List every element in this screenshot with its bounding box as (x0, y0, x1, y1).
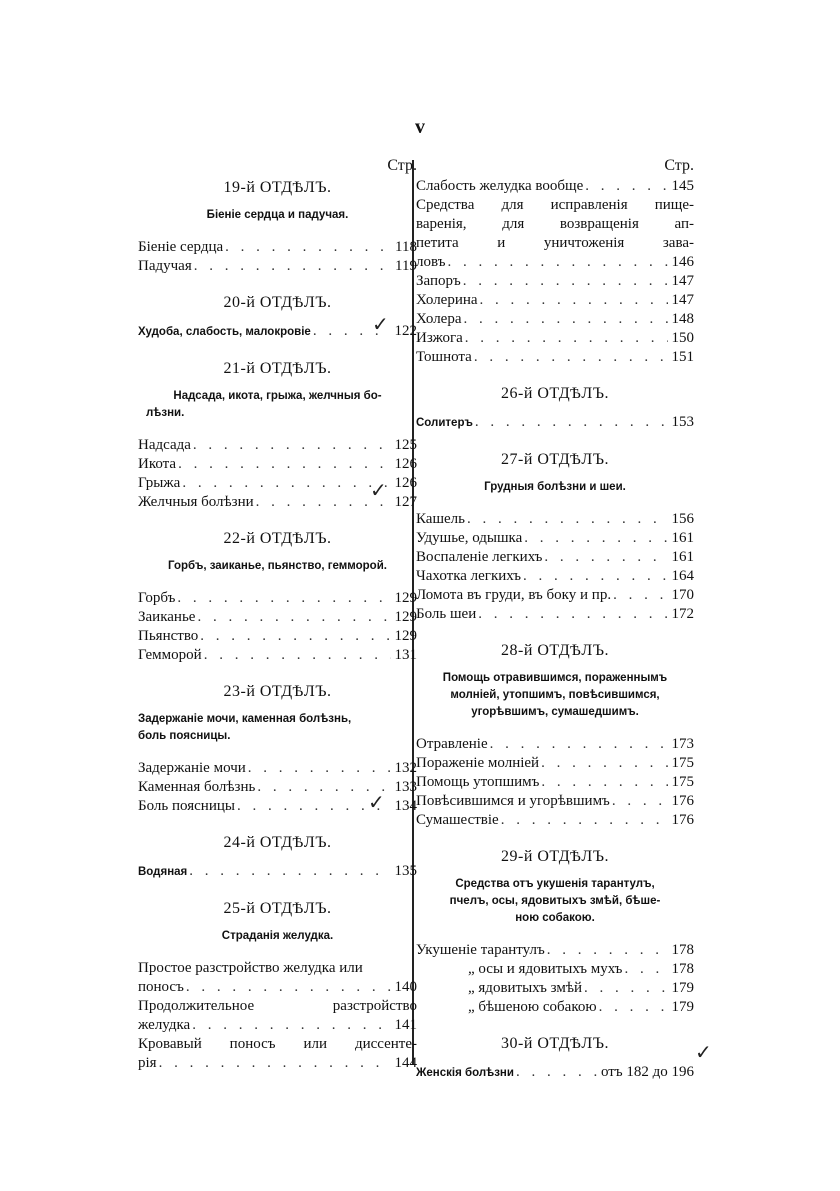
entry-page: 119 (395, 258, 417, 274)
leader-dots (464, 310, 669, 329)
entry-label: Гемморой (138, 647, 202, 663)
entry-page: 172 (671, 606, 694, 622)
entry-label-line: варенія, для возвращенія ап- (416, 216, 694, 232)
toc-entry[interactable] (416, 196, 694, 272)
subtitle-line: пчелъ, осы, ядовитыхъ змѣй, бѣше- (449, 895, 661, 907)
toc-entry[interactable] (138, 862, 417, 882)
toc-entry[interactable] (416, 586, 694, 605)
entry-page: 122 (394, 323, 417, 339)
toc-entry[interactable] (416, 177, 694, 196)
entry-label: Удушье, одышка (416, 530, 523, 546)
toc-entry[interactable] (138, 997, 417, 1035)
entry-page: 125 (394, 437, 417, 453)
subtitle-line: Средства отъ укушенія тарантулъ, (455, 878, 655, 890)
subtitle-line: Помощь отравившимся, пораженнымъ (442, 672, 668, 684)
check-mark-icon: ✓ (368, 790, 385, 814)
entry-page: 148 (671, 311, 694, 327)
leader-dots (612, 792, 668, 811)
leader-dots (463, 272, 668, 291)
entry-page: 145 (671, 178, 694, 194)
toc-entry[interactable] (416, 754, 694, 773)
entry-page: 170 (671, 587, 694, 603)
toc-entry[interactable] (416, 348, 694, 367)
leader-dots (186, 978, 391, 997)
section-subtitle: Біеніе сердца и падучая. (206, 209, 349, 221)
entry-page: 161 (671, 530, 694, 546)
entry-label: Холерина (416, 292, 478, 308)
entry-label: ловъ (416, 254, 446, 270)
entry-label: Тошнота (416, 349, 472, 365)
entry-page: 129 (394, 609, 417, 625)
subtitle-line: угорѣвшимъ, сумашедшимъ. (471, 706, 639, 718)
entry-page: 133 (394, 779, 417, 795)
entry-label: Худоба, слабость, малокровіе (138, 326, 311, 338)
toc-entry[interactable] (416, 735, 694, 754)
leader-dots (467, 510, 668, 529)
entry-label: Отравленіе (416, 736, 488, 752)
toc-entry[interactable] (138, 627, 417, 646)
entry-page: 134 (394, 798, 417, 814)
section-subtitle: Страданія желудка. (221, 930, 334, 942)
leader-dots (178, 455, 391, 474)
leader-dots (447, 253, 668, 272)
toc-entry[interactable] (138, 646, 417, 665)
entry-page: 176 (671, 812, 694, 828)
entry-page: 126 (394, 456, 417, 472)
entry-page: 175 (671, 755, 694, 771)
entry-label: Каменная болѣзнь (138, 779, 256, 795)
entry-page: 118 (395, 239, 417, 255)
leader-dots (478, 605, 668, 624)
entry-page: 144 (394, 1055, 417, 1071)
entry-label-line: Простое разстройство желудка или (138, 960, 363, 976)
entry-page-range: отъ 182 до 196 (601, 1064, 694, 1080)
toc-entry[interactable] (138, 1035, 417, 1073)
leader-dots (584, 979, 668, 998)
entry-page: 164 (671, 568, 694, 584)
leader-dots (204, 646, 391, 665)
check-mark-icon: ✓ (695, 1040, 712, 1064)
section-heading: 19-й ОТДѢЛЪ. (223, 179, 332, 196)
entry-label: Чахотка легкихъ (416, 568, 521, 584)
entry-label: Горбъ (138, 590, 176, 606)
entry-page: 151 (671, 349, 694, 365)
toc-entry[interactable] (416, 529, 694, 548)
leader-dots (182, 474, 391, 493)
leader-dots (189, 862, 391, 881)
entry-label: Боль поясницы (138, 798, 235, 814)
leader-dots (475, 413, 668, 432)
entry-page: 178 (671, 961, 694, 977)
entry-page: 127 (394, 494, 417, 510)
section-heading: 23-й ОТДѢЛЪ. (223, 683, 332, 700)
subtitle-line: ною собакою. (515, 912, 595, 924)
entry-page: 153 (671, 414, 694, 430)
subtitle-line: Задержаніе мочи, каменная болѣзнь, (138, 713, 352, 725)
entry-page: 132 (394, 760, 417, 776)
leader-dots (248, 759, 391, 778)
entry-label: рія (138, 1055, 157, 1071)
entry-label: Икота (138, 456, 177, 472)
section-heading: 20-й ОТДѢЛЪ. (223, 294, 332, 311)
leader-dots (480, 291, 668, 310)
entry-page: 150 (671, 330, 694, 346)
page-column-label: Стр. (664, 157, 694, 174)
entry-label-line: Кровавый поносъ или диссенте- (138, 1036, 417, 1052)
page-number: v (415, 116, 425, 138)
section-heading: 25-й ОТДѢЛЪ. (223, 900, 332, 917)
entry-page: 175 (671, 774, 694, 790)
toc-entry[interactable] (416, 960, 694, 979)
leader-dots (474, 348, 668, 367)
leader-dots (624, 960, 668, 979)
subtitle-line: Надсада, икота, грыжа, желчныя бо- (173, 390, 382, 402)
leader-dots (225, 238, 391, 257)
section-heading: 27-й ОТДѢЛЪ. (500, 451, 609, 468)
leader-dots (465, 329, 668, 348)
entry-page: 176 (671, 793, 694, 809)
toc-entry[interactable] (138, 436, 417, 455)
toc-entry[interactable] (416, 510, 694, 529)
section-heading: 30-й ОТДѢЛЪ. (500, 1035, 609, 1052)
toc-entry[interactable] (416, 792, 694, 811)
entry-page: 129 (394, 628, 417, 644)
leader-dots (501, 811, 668, 830)
entry-page: 146 (671, 254, 694, 270)
entry-label: Кашель (416, 511, 465, 527)
entry-page: 140 (394, 979, 417, 995)
entry-label: Запоръ (416, 273, 461, 289)
entry-label: Грыжа (138, 475, 181, 491)
leader-dots (194, 257, 391, 276)
section-heading: 22-й ОТДѢЛЪ. (223, 530, 332, 547)
entry-label: Падучая (138, 258, 192, 274)
toc-entry[interactable] (416, 811, 694, 830)
toc-entry[interactable] (416, 291, 694, 310)
subtitle-line: лѣзни. (146, 407, 185, 419)
check-mark-icon: ✓ (372, 312, 389, 336)
entry-label: Пораженіе молніей (416, 755, 540, 771)
entry-label: Слабость желудка вообще (416, 178, 584, 194)
entry-label: „ ядовитыхъ змѣй (468, 980, 582, 996)
entry-label-line: петита и уничтоженія зава- (416, 235, 694, 251)
entry-label: Женскія болѣзни (416, 1067, 514, 1079)
entry-label: Укушеніе тарантулъ (416, 942, 545, 958)
entry-label: Водяная (138, 866, 188, 878)
section-heading: 24-й ОТДѢЛЪ. (223, 834, 332, 851)
toc-entry[interactable] (138, 589, 417, 608)
leader-dots (490, 735, 668, 754)
entry-label: Біеніе сердца (138, 239, 224, 255)
right-column (416, 155, 694, 1083)
leader-dots (585, 177, 668, 196)
leader-dots (541, 773, 668, 792)
toc-entry[interactable] (416, 329, 694, 348)
toc-entry[interactable] (416, 413, 694, 433)
toc-entry[interactable] (138, 257, 417, 276)
section-subtitle (138, 711, 417, 745)
entry-label: Желчныя болѣзни (138, 494, 254, 510)
page-column-label: Стр. (387, 157, 417, 174)
subtitle-line: боль поясницы. (138, 730, 231, 742)
entry-label: Заиканье (138, 609, 196, 625)
section-heading: 26-й ОТДѢЛЪ. (500, 385, 609, 402)
section-subtitle (416, 670, 694, 721)
entry-label: Холера (416, 311, 462, 327)
entry-label-line: Средства для исправленія пище- (416, 197, 694, 213)
entry-page: 141 (394, 1017, 417, 1033)
toc-entry[interactable] (416, 998, 694, 1017)
leader-dots (177, 589, 391, 608)
left-column (138, 155, 417, 1073)
toc-entry[interactable] (138, 959, 417, 997)
section-heading: 28-й ОТДѢЛЪ. (500, 642, 609, 659)
section-subtitle (416, 876, 694, 927)
section-subtitle (138, 388, 417, 422)
entry-page: 135 (394, 863, 417, 879)
toc-entry[interactable] (416, 1063, 694, 1083)
leader-dots (544, 548, 668, 567)
leader-dots (523, 567, 668, 586)
leader-dots (516, 1063, 599, 1082)
section-subtitle: Горбъ, заиканье, пьянство, гемморой. (168, 560, 387, 572)
entry-label: „ бѣшеною собакою (468, 999, 597, 1015)
entry-page: 131 (394, 647, 417, 663)
section-heading: 29-й ОТДѢЛЪ. (500, 848, 609, 865)
check-mark-icon: ✓ (370, 478, 387, 502)
entry-label: поносъ (138, 979, 184, 995)
section-heading: 21-й ОТДѢЛЪ. (223, 360, 332, 377)
entry-label: Солитеръ (416, 417, 473, 429)
toc-entry[interactable] (138, 238, 417, 257)
leader-dots (197, 608, 391, 627)
toc-entry[interactable] (416, 567, 694, 586)
leader-dots (192, 1016, 391, 1035)
entry-label: Помощь утопшимъ (416, 774, 540, 790)
entry-page: 147 (671, 273, 694, 289)
leader-dots (159, 1054, 391, 1073)
toc-entry[interactable] (138, 759, 417, 778)
toc-entry[interactable] (138, 455, 417, 474)
entry-label: Боль шеи (416, 606, 477, 622)
entry-label: желудка (138, 1017, 191, 1033)
entry-page: 178 (671, 942, 694, 958)
entry-page: 126 (394, 475, 417, 491)
entry-page: 147 (671, 292, 694, 308)
entry-page: 156 (671, 511, 694, 527)
leader-dots (613, 586, 668, 605)
leader-dots (541, 754, 668, 773)
entry-label: Задержаніе мочи (138, 760, 246, 776)
toc-entry[interactable] (416, 310, 694, 329)
entry-page: 179 (671, 980, 694, 996)
entry-label: Повѣсившимся и угорѣвшимъ (416, 793, 610, 809)
entry-page: 129 (394, 590, 417, 606)
entry-label: Воспаленіе легкихъ (416, 549, 543, 565)
entry-label: Сумашествіе (416, 812, 499, 828)
leader-dots (200, 627, 391, 646)
toc-entry[interactable] (416, 979, 694, 998)
subtitle-line: молніей, утопшимъ, повѣсившимся, (450, 689, 660, 701)
entry-page: 161 (671, 549, 694, 565)
entry-label-line: Продолжительное разстройство (138, 998, 417, 1014)
toc-entry[interactable] (416, 548, 694, 567)
leader-dots (193, 436, 391, 455)
toc-entry[interactable] (416, 941, 694, 960)
entry-label: Изжога (416, 330, 463, 346)
entry-label: Пьянство (138, 628, 199, 644)
leader-dots (524, 529, 668, 548)
toc-entry[interactable] (416, 773, 694, 792)
entry-page: 173 (671, 736, 694, 752)
leader-dots (547, 941, 668, 960)
toc-entry[interactable] (138, 608, 417, 627)
entry-label: Ломота въ груди, въ боку и пр. (416, 587, 612, 603)
entry-page: 179 (671, 999, 694, 1015)
entry-label: Надсада (138, 437, 191, 453)
toc-entry[interactable] (416, 272, 694, 291)
section-subtitle: Грудныя болѣзни и шеи. (484, 481, 626, 493)
toc-entry[interactable] (416, 605, 694, 624)
entry-label: „ осы и ядовитыхъ мухъ (468, 961, 623, 977)
leader-dots (599, 998, 668, 1017)
